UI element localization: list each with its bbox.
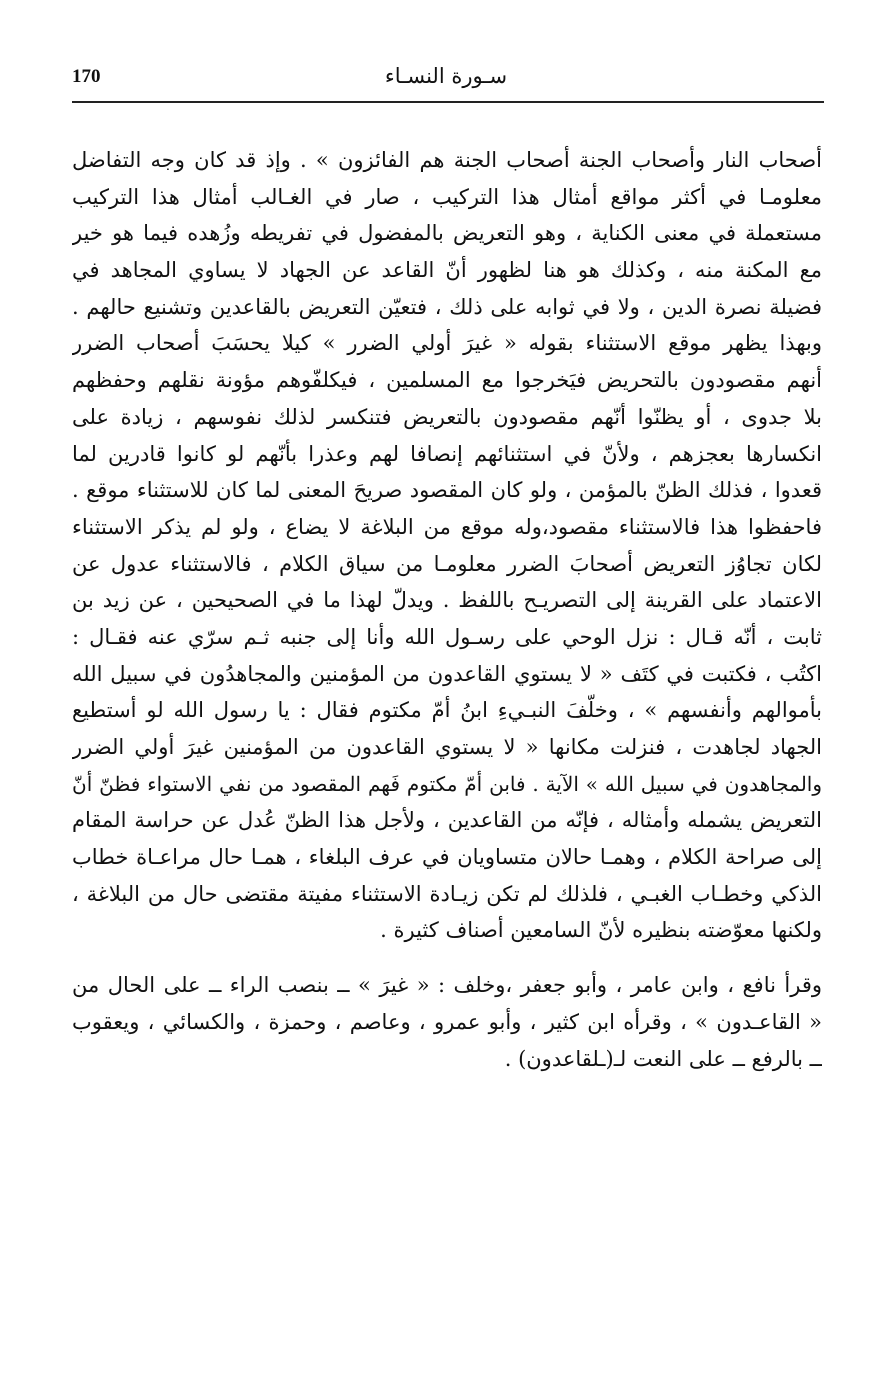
text-line: اكتُب ، فكتبت في كتَف « لا يستوي القاعدون من المؤمنين والمجاهدُون في سبيل الله bbox=[72, 661, 822, 686]
text-line: إلى صراحة الكلام ، وهمـا حالان متساويان في عرف البلغاء ، همـا حال مراعـاة خطاب bbox=[72, 845, 822, 870]
paragraph bbox=[72, 967, 822, 1077]
running-title: سـورة النسـاء bbox=[384, 64, 508, 88]
paragraph bbox=[72, 142, 822, 949]
header-rule bbox=[72, 101, 824, 103]
text-line: أنهم مقصودون بالتحريض فيَخرجوا مع المسلمين ، فيكلفّوهم مؤونة نقلهم وحفظهم bbox=[72, 368, 822, 393]
text-line: الاعتماد على القرينة إلى التصريـح باللفظ . ويدلّ لهذا ما في الصحيحين ، عن زيد بن bbox=[72, 588, 822, 613]
text-line: فاحفظوا هذا فالاستثناء مقصود،وله موقع من البلاغة لا يضاع ، ولو لم يذكر الاستثناء bbox=[72, 514, 822, 539]
text-line: وبهذا يظهر موقع الاستثناء بقوله « غيرَ أولي الضرر » كيلا يحسَبَ أصحاب الضرر bbox=[72, 331, 822, 356]
page-number: 170 bbox=[72, 66, 101, 87]
text-line: « القاعـدون » ، وقرأه ابن كثير ، وأبو عمرو ، وعاصم ، وحمزة ، والكسائي ، ويعقوب bbox=[72, 1009, 822, 1034]
text-line: أصحاب النار وأصحاب الجنة أصحاب الجنة هم الفائزون » . وإذ قد كان وجه التفاضل bbox=[72, 148, 822, 172]
text-line: التعريض يشمله وأمثاله ، فإنّه من القاعدين ، ولأجل هذا الظنّ عُدل عن حراسة المقام bbox=[72, 808, 822, 833]
body-text bbox=[72, 142, 822, 1077]
text-line: لكان تجاوُز التعريض أصحابَ الضرر معلومـا من سياق الكلام ، فالاستثناء عدول عن bbox=[72, 551, 822, 576]
text-line: انكسارها بعجزهم ، ولأنّ في استثنائهم إنصافا لهم وعذرا بأنّهم لو كانوا قادرين لما bbox=[72, 441, 822, 466]
text-line: ثابت ، أنّه قـال : نزل الوحي على رسـول الله وأنا إلى جنبه ثـم سرّي عنه فقـال : bbox=[72, 624, 822, 649]
text-line: ــ بالرفع ــ على النعت لـ(ـلقاعدون) . bbox=[504, 1046, 822, 1071]
text-line: وقرأ نافع ، وابن عامر ، وأبو جعفر ،وخلف : « غيرَ » ــ بنصب الراء ــ على الحال من bbox=[72, 973, 822, 998]
text-line: والمجاهدون في سبيل الله » الآية . فابن أمّ مكتوم فَهم المقصود من نفي الاستواء فظنّ أنّ bbox=[72, 771, 822, 796]
text-line: مع المكنة منه ، وكذلك هو هنا لظهور أنّ القاعد عن الجهاد لا يساوي المجاهد في bbox=[72, 258, 822, 283]
page-header bbox=[72, 62, 820, 102]
text-line: الجهاد لجاهدت ، فنزلت مكانها « لا يستوي القاعدون من المؤمنين غيرَ أولي الضرر bbox=[72, 735, 822, 759]
text-line: ولكنها معوّضته بنظيره لأنّ السامعين أصناف كثيرة . bbox=[380, 918, 822, 943]
text-line: فضيلة نصرة الدين ، ولا في ثوابه على ذلك ، فتعيّن التعريض بالقاعدين وتشنيع حالهم . bbox=[72, 294, 822, 319]
text-line: قعدوا ، فذلك الظنّ بالمؤمن ، ولو كان المقصود صريحَ المعنى لما كان للاستثناء موقع . bbox=[72, 478, 822, 503]
paragraph-gap bbox=[72, 949, 822, 967]
text-line: مستعملة في معنى الكناية ، وهو التعريض بالمفضول في تفريطه وزُهده فيما هو خير bbox=[72, 221, 822, 246]
text-line: بلا جدوى ، أو يظنّوا أنّهم مقصودون بالتعريض فتنكسر لذلك نفوسهم ، زيادة على bbox=[72, 404, 822, 429]
text-line: بأموالهم وأنفسهم » ، وخلّفَ النبـيءِ ابنُ أمّ مكتوم فقال : يا رسول الله لو أستطيع bbox=[72, 698, 822, 723]
text-line: معلومـا في أكثر مواقع أمثال هذا التركيب ، صار في الغـالب أمثال هذا التركيب bbox=[72, 184, 822, 209]
text-line: الذكي وخطـاب الغبـي ، فلذلك لم تكن زيـادة الاستثناء مفيتة مقتضى حال من البلاغة ، bbox=[72, 881, 822, 906]
